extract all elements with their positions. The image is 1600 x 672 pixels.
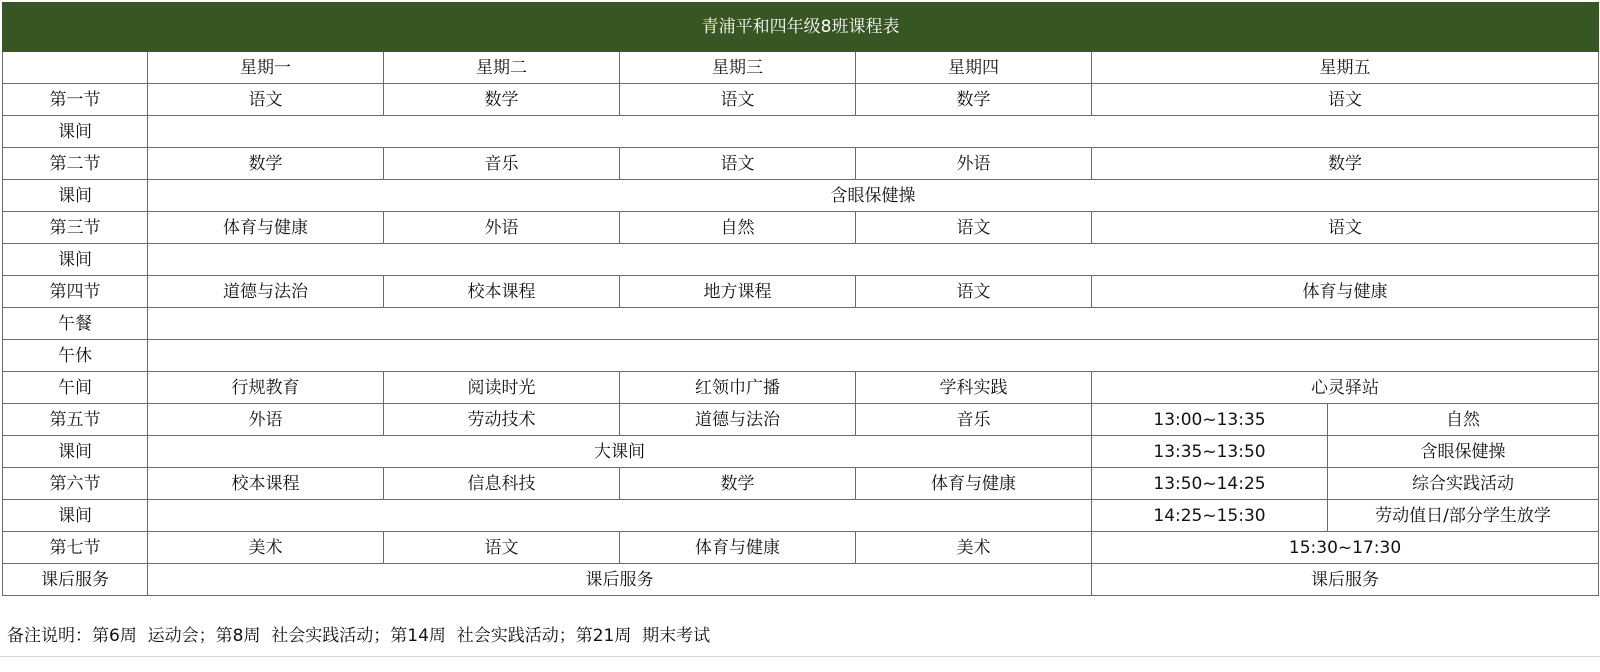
break-span-cell [148, 308, 1599, 340]
cell-mon: 语文 [148, 84, 384, 116]
break-span-cell: 大课间 [148, 436, 1092, 468]
cell-fri-time: 14:25~15:30 [1092, 500, 1328, 532]
cell-thu: 语文 [856, 212, 1092, 244]
cell-fri: 体育与健康 [1092, 276, 1599, 308]
schedule-title: 青浦平和四年级8班课程表 [3, 3, 1599, 52]
remark-item: 第14周 社会实践活动； [390, 626, 576, 646]
cell-fri: 心灵驿站 [1092, 372, 1599, 404]
cell-tue: 数学 [384, 84, 620, 116]
cell-thu: 学科实践 [856, 372, 1092, 404]
cell-mon: 行规教育 [148, 372, 384, 404]
day-header-wed: 星期三 [620, 52, 856, 84]
cell-mon: 体育与健康 [148, 212, 384, 244]
cell-thu: 语文 [856, 276, 1092, 308]
table-row [3, 244, 1599, 276]
title-row [3, 3, 1599, 52]
cell-fri: 15:30~17:30 [1092, 532, 1599, 564]
after-school-span-cell: 课后服务 [148, 564, 1092, 596]
cell-fri: 课后服务 [1092, 564, 1599, 596]
period-label: 第六节 [3, 468, 148, 500]
cell-wed: 语文 [620, 148, 856, 180]
period-label: 第七节 [3, 532, 148, 564]
period-label: 第三节 [3, 212, 148, 244]
cell-fri: 语文 [1092, 84, 1599, 116]
cell-tue: 语文 [384, 532, 620, 564]
period-label: 第四节 [3, 276, 148, 308]
cell-mon: 外语 [148, 404, 384, 436]
cell-fri-item: 综合实践活动 [1328, 468, 1599, 500]
table-row [3, 84, 1599, 116]
cell-tue: 信息科技 [384, 468, 620, 500]
remark-label: 备注说明： [7, 626, 92, 646]
period-label: 午休 [3, 340, 148, 372]
table-row [3, 436, 1599, 468]
cell-thu: 体育与健康 [856, 468, 1092, 500]
cell-tue: 校本课程 [384, 276, 620, 308]
table-row [3, 116, 1599, 148]
cell-fri-item: 劳动值日/部分学生放学 [1328, 500, 1599, 532]
cell-fri-item: 含眼保健操 [1328, 436, 1599, 468]
table-row [3, 276, 1599, 308]
table-row [3, 212, 1599, 244]
table-row [3, 468, 1599, 500]
period-label: 第一节 [3, 84, 148, 116]
break-span-cell [148, 244, 1599, 276]
cell-thu: 数学 [856, 84, 1092, 116]
remark-item: 第21周 期末考试 [575, 626, 711, 646]
day-header-mon: 星期一 [148, 52, 384, 84]
table-row [3, 372, 1599, 404]
day-header-fri: 星期五 [1092, 52, 1599, 84]
period-label: 课间 [3, 244, 148, 276]
schedule-table [2, 2, 1599, 596]
period-label: 午餐 [3, 308, 148, 340]
table-row [3, 148, 1599, 180]
cell-wed: 地方课程 [620, 276, 856, 308]
period-label: 课间 [3, 436, 148, 468]
day-header-tue: 星期二 [384, 52, 620, 84]
cell-wed: 数学 [620, 468, 856, 500]
table-row [3, 180, 1599, 212]
period-label: 课后服务 [3, 564, 148, 596]
cell-mon: 数学 [148, 148, 384, 180]
remark-line [7, 626, 710, 646]
cell-wed: 道德与法治 [620, 404, 856, 436]
cell-wed: 自然 [620, 212, 856, 244]
cell-tue: 音乐 [384, 148, 620, 180]
period-label: 课间 [3, 180, 148, 212]
cell-thu: 音乐 [856, 404, 1092, 436]
period-label: 第二节 [3, 148, 148, 180]
table-row [3, 500, 1599, 532]
cell-mon: 道德与法治 [148, 276, 384, 308]
break-span-cell [148, 500, 1092, 532]
cell-tue: 阅读时光 [384, 372, 620, 404]
cell-fri-time: 13:35~13:50 [1092, 436, 1328, 468]
cell-tue: 外语 [384, 212, 620, 244]
weekday-header-row [3, 52, 1599, 84]
remark-item: 第6周 运动会； [92, 626, 216, 646]
table-row [3, 564, 1599, 596]
corner-cell [3, 52, 148, 84]
break-span-cell: 含眼保健操 [148, 180, 1599, 212]
period-label: 课间 [3, 116, 148, 148]
cell-fri: 数学 [1092, 148, 1599, 180]
cell-fri-item: 自然 [1328, 404, 1599, 436]
period-label: 课间 [3, 500, 148, 532]
day-header-thu: 星期四 [856, 52, 1092, 84]
table-row [3, 340, 1599, 372]
cell-fri-time: 13:00~13:35 [1092, 404, 1328, 436]
cell-fri-time: 13:50~14:25 [1092, 468, 1328, 500]
cell-mon: 校本课程 [148, 468, 384, 500]
cell-mon: 美术 [148, 532, 384, 564]
period-label: 第五节 [3, 404, 148, 436]
cell-fri: 语文 [1092, 212, 1599, 244]
table-row [3, 308, 1599, 340]
table-row [3, 404, 1599, 436]
break-span-cell [148, 340, 1599, 372]
cell-wed: 体育与健康 [620, 532, 856, 564]
bottom-divider [0, 656, 1600, 657]
cell-tue: 劳动技术 [384, 404, 620, 436]
cell-wed: 红领巾广播 [620, 372, 856, 404]
remark-item: 第8周 社会实践活动； [215, 626, 391, 646]
break-span-cell [148, 116, 1599, 148]
cell-wed: 语文 [620, 84, 856, 116]
cell-thu: 外语 [856, 148, 1092, 180]
period-label: 午间 [3, 372, 148, 404]
cell-thu: 美术 [856, 532, 1092, 564]
table-row [3, 532, 1599, 564]
